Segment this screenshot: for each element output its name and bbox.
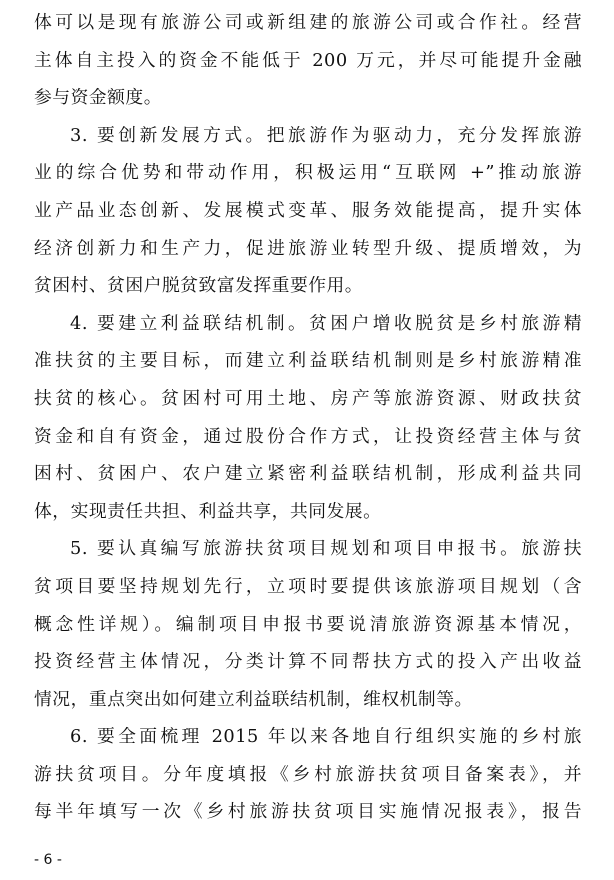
text-line: 游扶贫项目。分年度填报《乡村旅游扶贫项目备案表》，并 <box>34 763 582 785</box>
text-line: 主体自主投入的资金不能低于 200 万元，并尽可能提升金融 <box>34 49 582 71</box>
text-line: 贫困村、贫困户脱贫致富发挥重要作用。 <box>34 275 364 297</box>
text-line: 3. 要创新发展方式。把旅游作为驱动力，充分发挥旅游 <box>70 124 582 146</box>
text-line: 6. 要全面梳理 2015 年以来各地自行组织实施的乡村旅 <box>70 726 582 748</box>
text-line: 体可以是现有旅游公司或新组建的旅游公司或合作社。经营 <box>34 12 582 33</box>
text-line: 困村、贫困户、农户建立紧密利益联结机制，形成利益共同 <box>34 463 582 485</box>
text-line: 投资经营主体情况，分类计算不同帮扶方式的投入产出收益 <box>34 651 582 673</box>
text-line: 体，实现责任共担、利益共享，共同发展。 <box>34 500 382 522</box>
text-line: 5. 要认真编写旅游扶贫项目规划和项目申报书。旅游扶 <box>70 538 582 560</box>
text-line: 每半年填写一次《乡村旅游扶贫项目实施情况报表》，报告 <box>34 801 582 823</box>
text-line: 经济创新力和生产力，促进旅游业转型升级、提质增效，为 <box>34 237 582 259</box>
text-line: 4. 要建立利益联结机制。贫困户增收脱贫是乡村旅游精 <box>70 312 582 334</box>
text-line: 业产品业态创新、发展模式变革、服务效能提高，提升实体 <box>34 199 582 221</box>
text-line: 准扶贫的主要目标，而建立利益联结机制则是乡村旅游精准 <box>34 350 582 372</box>
text-line: 概念性详规）。编制项目申报书要说清旅游资源基本情况， <box>34 613 582 635</box>
page-number: - 6 - <box>34 852 62 868</box>
body-text <box>34 4 582 831</box>
text-line: 业的综合优势和带动作用，积极运用“互联网 +”推动旅游 <box>34 162 582 184</box>
text-line: 扶贫的核心。贫困村可用土地、房产等旅游资源、财政扶贫 <box>34 387 582 409</box>
text-line: 贫项目要坚持规划先行，立项时要提供该旅游项目规划（含 <box>34 575 582 597</box>
text-line: 资金和自有资金，通过股份合作方式，让投资经营主体与贫 <box>34 425 582 447</box>
text-line: 情况，重点突出如何建立利益联结机制，维权机制等。 <box>34 688 473 710</box>
text-line: 参与资金额度。 <box>34 87 162 109</box>
